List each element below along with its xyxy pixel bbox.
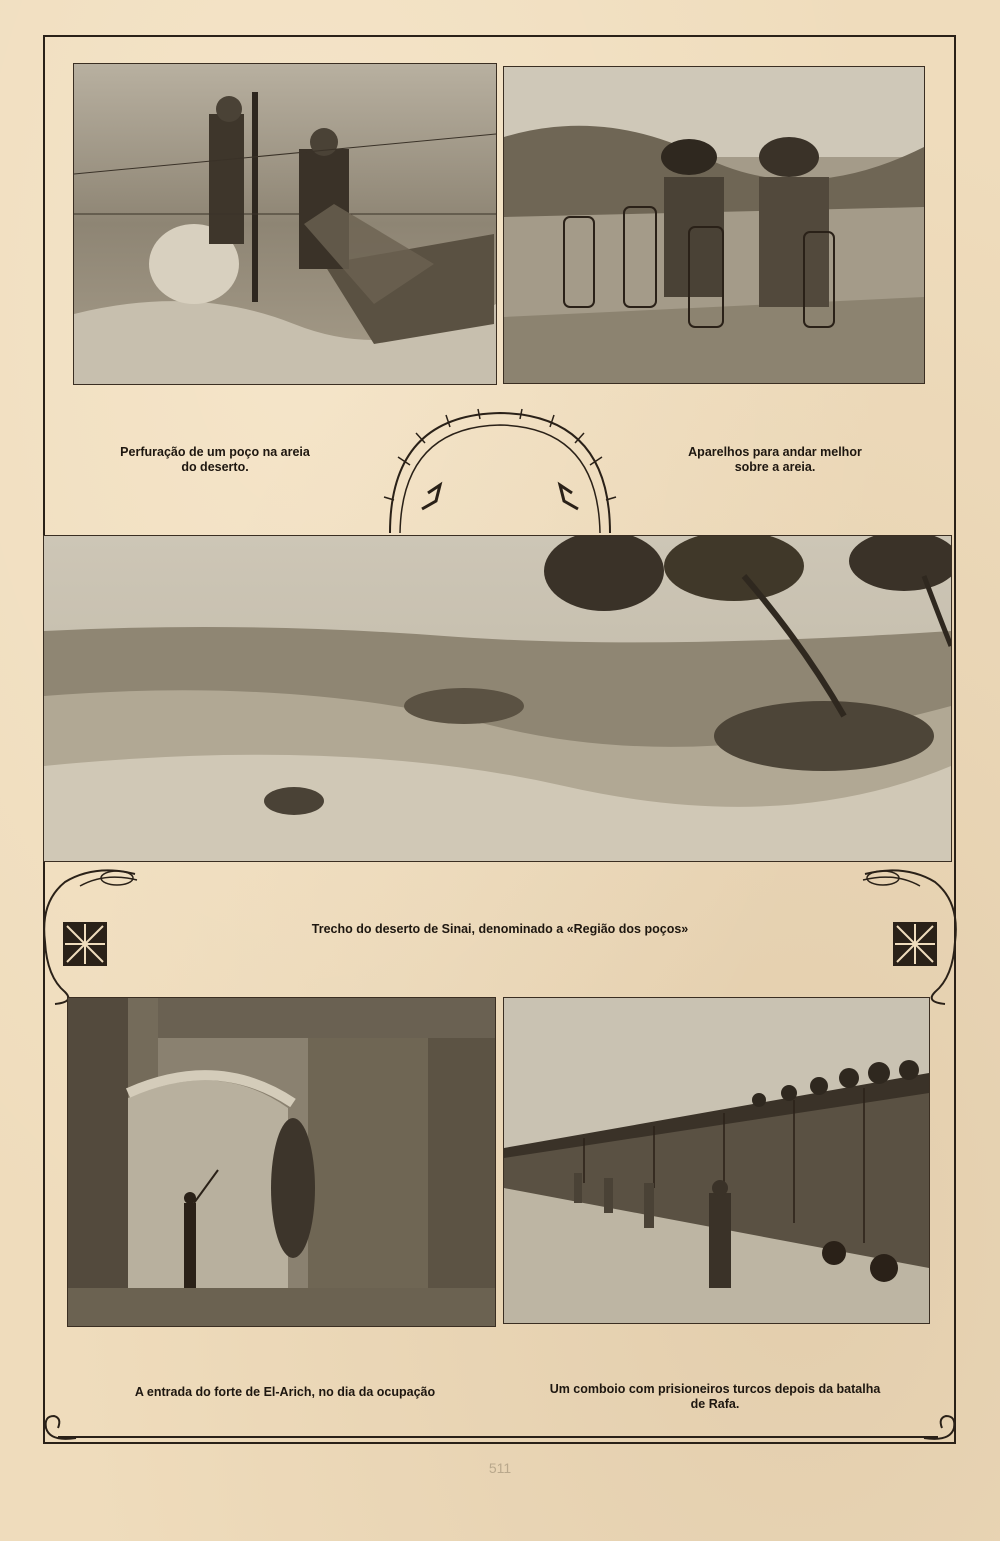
photo-prisoner-train [503, 997, 930, 1324]
left-scroll-ornament-icon [35, 862, 145, 1007]
el-arich-fort-image [68, 998, 495, 1326]
caption-well-drilling-line2: do deserto. [181, 460, 249, 474]
caption-well-drilling-line1: Perfuração de um poço na areia [120, 445, 310, 459]
caption-prisoner-train-line2: de Rafa. [690, 1397, 740, 1411]
caption-prisoner-train-line1: Um comboio com prisioneiros turcos depois da batalha [549, 1382, 881, 1396]
caption-el-arich-fort: A entrada do forte de El-Arich, no dia da ocupação [134, 1385, 436, 1399]
caption-sinai-desert: Trecho do deserto de Sinai, denominado a «Região dos poços» [311, 922, 689, 936]
page-bottom-rule [58, 1436, 938, 1438]
right-scroll-ornament-icon [855, 862, 965, 1007]
caption-prisoner-train [515, 1382, 915, 1412]
well-drilling-image [74, 64, 496, 384]
caption-sand-walking-line2: sobre a areia. [734, 460, 816, 474]
photo-sand-walking [503, 66, 925, 384]
caption-sand-walking [660, 445, 890, 475]
bottom-left-curl-icon [40, 1410, 80, 1446]
prisoner-train-image [504, 998, 929, 1323]
caption-well-drilling [95, 445, 335, 475]
photo-well-drilling [73, 63, 497, 385]
sand-walking-image [504, 67, 924, 383]
sinai-desert-image [44, 536, 951, 861]
page-number: 511 [488, 1460, 512, 1476]
bottom-right-curl-icon [920, 1410, 960, 1446]
wreath-ornament-icon [380, 405, 620, 535]
photo-sinai-desert [43, 535, 952, 862]
photo-el-arich-fort [67, 997, 496, 1327]
caption-sand-walking-line1: Aparelhos para andar melhor [688, 445, 862, 459]
